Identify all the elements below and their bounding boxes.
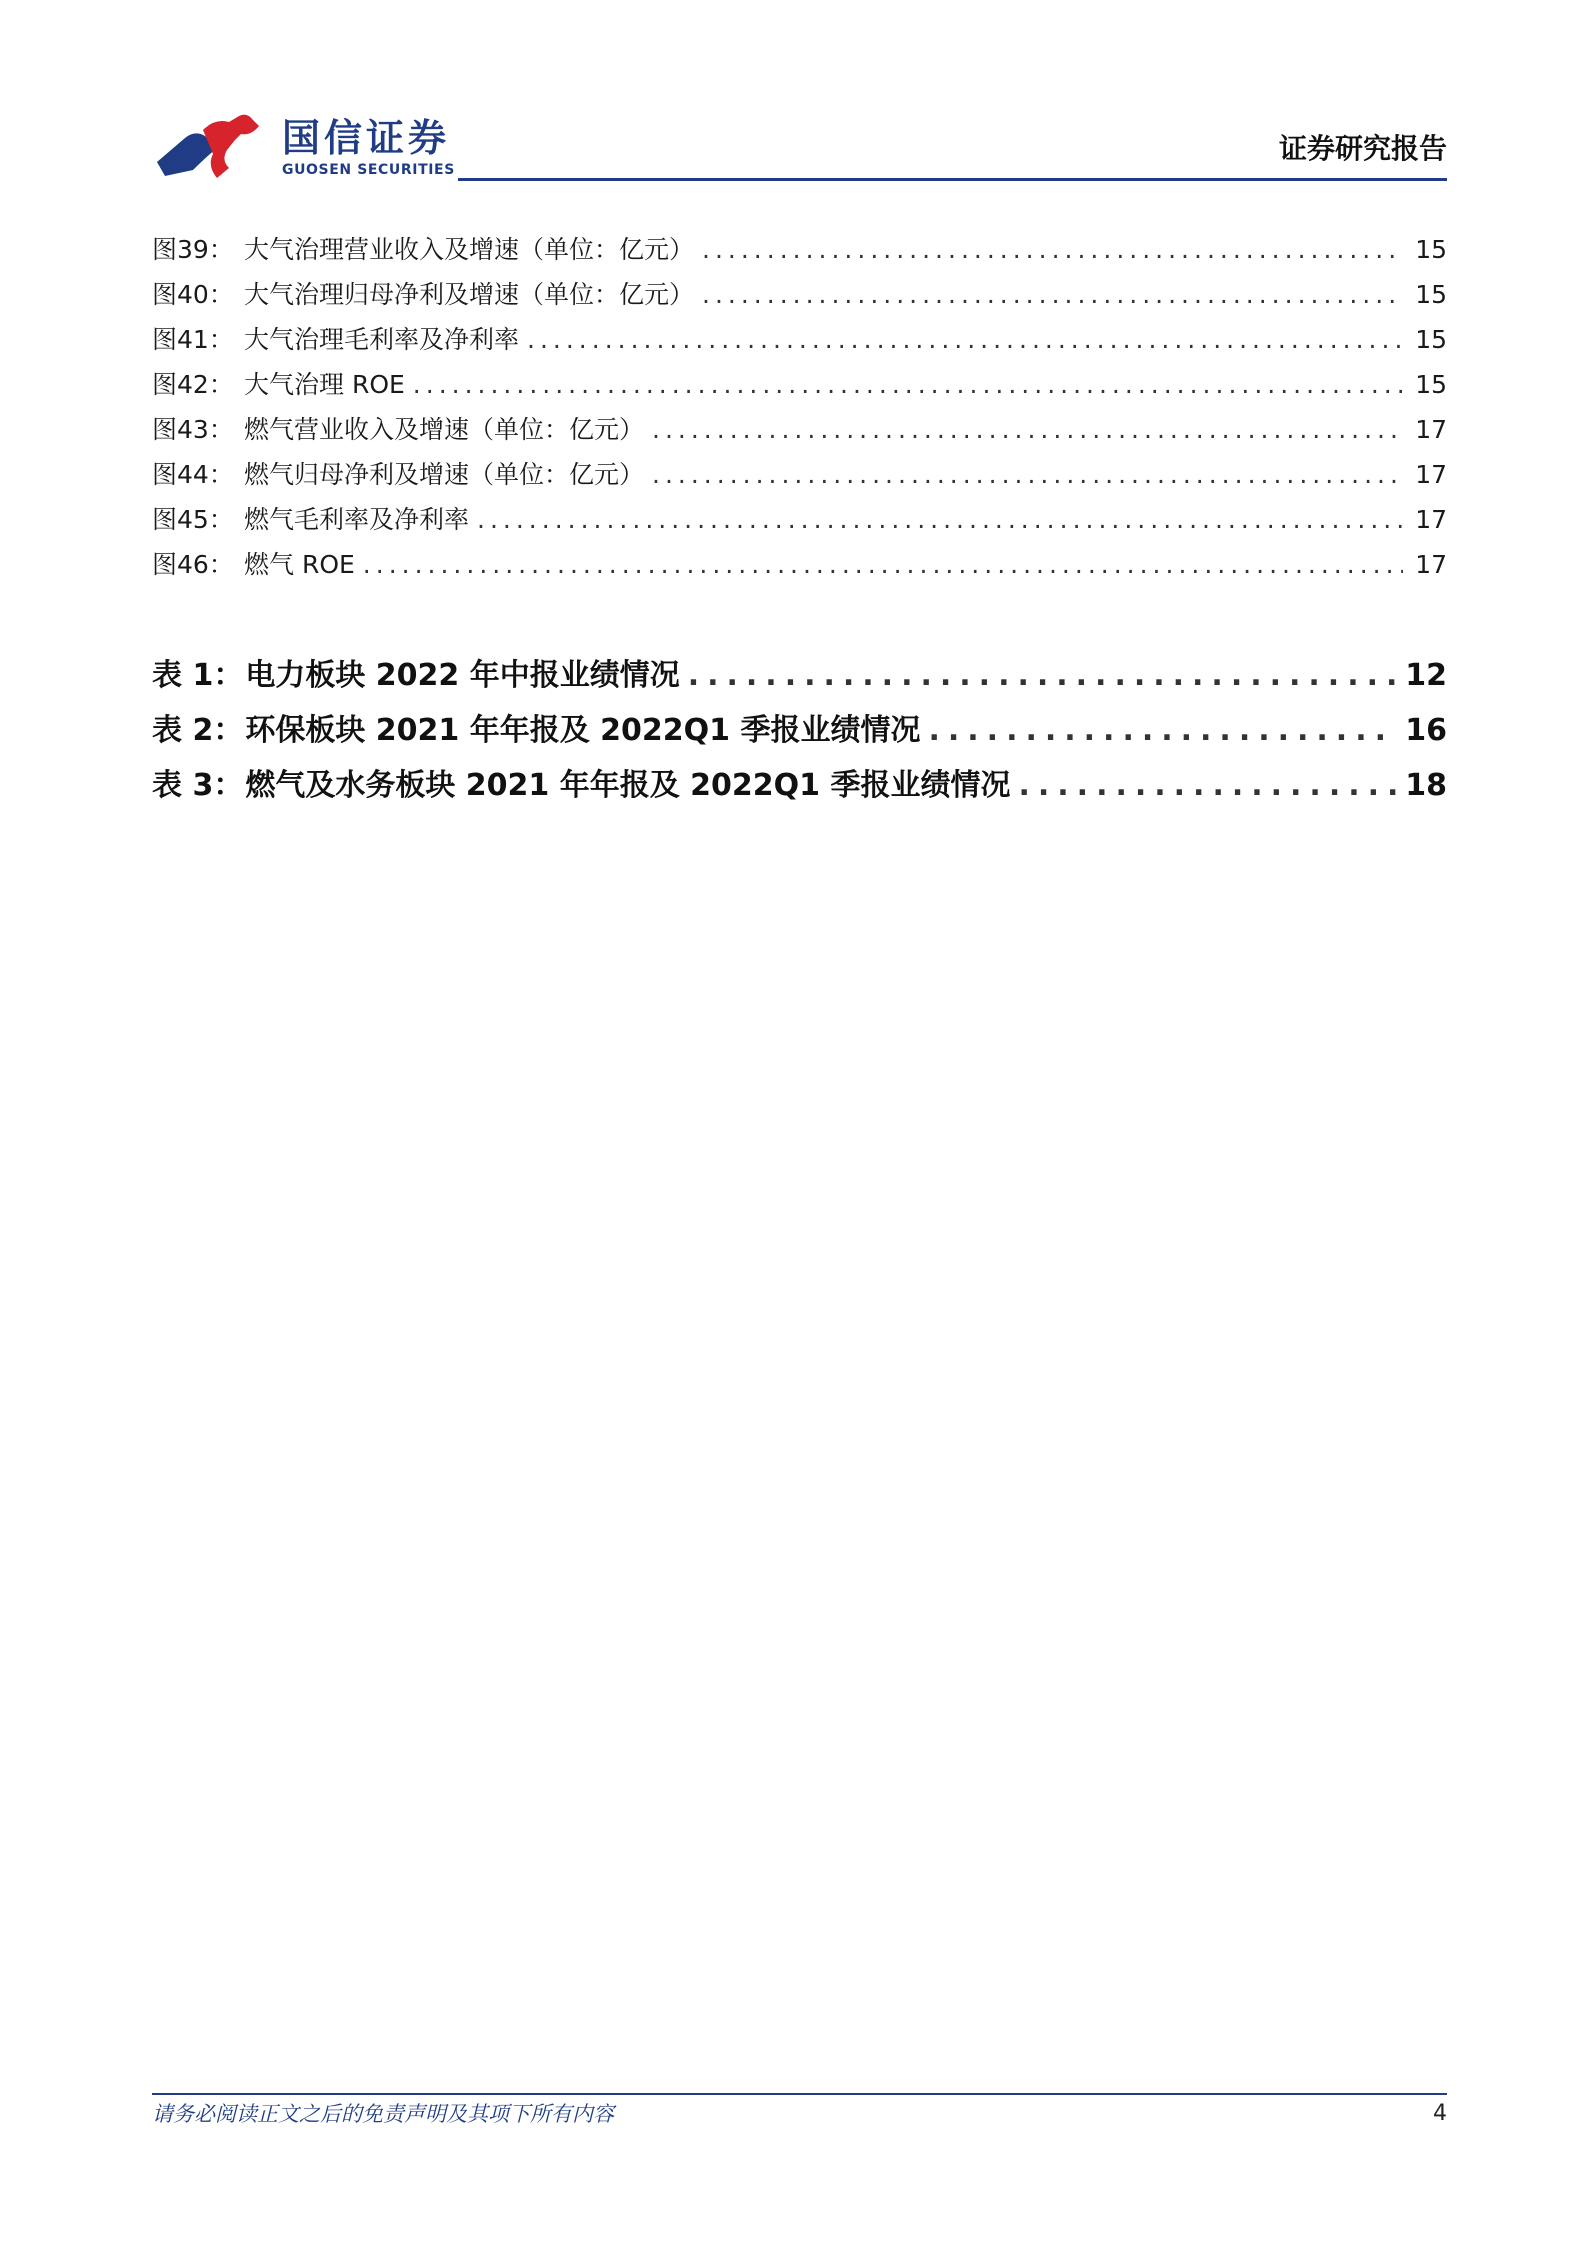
dot-leader bbox=[363, 542, 1403, 587]
entry-number: 图46： bbox=[152, 550, 234, 579]
toc-figure-entry[interactable] bbox=[152, 272, 1447, 317]
entry-number: 图44： bbox=[152, 460, 234, 489]
toc-figure-entry[interactable] bbox=[152, 317, 1447, 362]
entry-page-number: 16 bbox=[1405, 713, 1447, 748]
dot-leader bbox=[1018, 758, 1397, 813]
brand-name-cn: 国信证券 bbox=[282, 116, 451, 160]
page-header bbox=[0, 0, 1587, 190]
entry-number: 表 3： bbox=[152, 768, 244, 803]
entry-page-number: 17 bbox=[1415, 550, 1447, 579]
toc-table-entry[interactable] bbox=[152, 758, 1447, 813]
dot-leader bbox=[702, 272, 1403, 317]
footer-disclaimer: 请务必阅读正文之后的免责声明及其项下所有内容 bbox=[152, 2102, 614, 2126]
toc-figure-entry[interactable] bbox=[152, 542, 1447, 587]
entry-number: 图39： bbox=[152, 235, 234, 264]
dot-leader bbox=[702, 227, 1403, 272]
entry-page-number: 15 bbox=[1415, 325, 1447, 354]
toc-table-entry[interactable] bbox=[152, 648, 1447, 703]
dot-leader bbox=[688, 648, 1398, 703]
entry-title: 大气治理毛利率及净利率 bbox=[244, 325, 520, 354]
entry-number: 图45： bbox=[152, 505, 234, 534]
entry-page-number: 12 bbox=[1405, 658, 1447, 693]
entry-title: 燃气营业收入及增速（单位：亿元） bbox=[244, 415, 645, 444]
toc-figure-entry[interactable] bbox=[152, 362, 1447, 407]
toc-figure-entry[interactable] bbox=[152, 407, 1447, 452]
entry-title: 燃气归母净利及增速（单位：亿元） bbox=[244, 460, 645, 489]
entry-page-number: 15 bbox=[1415, 370, 1447, 399]
entry-title: 大气治理归母净利及增速（单位：亿元） bbox=[244, 280, 695, 309]
figure-list bbox=[152, 227, 1447, 587]
report-type-label: 证券研究报告 bbox=[1278, 132, 1447, 165]
guosen-logo-icon bbox=[155, 110, 275, 185]
entry-page-number: 17 bbox=[1415, 505, 1447, 534]
entry-title: 燃气 ROE bbox=[244, 550, 355, 579]
entry-page-number: 15 bbox=[1415, 280, 1447, 309]
dot-leader bbox=[928, 703, 1397, 758]
entry-title: 大气治理 ROE bbox=[244, 370, 405, 399]
dot-leader bbox=[652, 407, 1403, 452]
table-list bbox=[152, 648, 1447, 813]
brand-name-en: GUOSEN SECURITIES bbox=[282, 162, 455, 178]
header-divider bbox=[458, 178, 1447, 181]
entry-page-number: 15 bbox=[1415, 235, 1447, 264]
entry-number: 图41： bbox=[152, 325, 234, 354]
entry-number: 表 2： bbox=[152, 713, 244, 748]
entry-title: 电力板块 2022 年中报业绩情况 bbox=[245, 658, 680, 693]
dot-leader bbox=[652, 452, 1403, 497]
footer-divider bbox=[152, 2093, 1447, 2095]
entry-page-number: 18 bbox=[1405, 768, 1447, 803]
toc-table-entry[interactable] bbox=[152, 703, 1447, 758]
entry-page-number: 17 bbox=[1415, 460, 1447, 489]
entry-title: 大气治理营业收入及增速（单位：亿元） bbox=[244, 235, 695, 264]
entry-title: 环保板块 2021 年年报及 2022Q1 季报业绩情况 bbox=[245, 713, 921, 748]
toc-figure-entry[interactable] bbox=[152, 227, 1447, 272]
dot-leader bbox=[527, 317, 1403, 362]
page-number: 4 bbox=[1433, 2101, 1447, 2126]
entry-number: 图40： bbox=[152, 280, 234, 309]
entry-title: 燃气及水务板块 2021 年年报及 2022Q1 季报业绩情况 bbox=[245, 768, 1011, 803]
toc-figure-entry[interactable] bbox=[152, 497, 1447, 542]
entry-number: 图42： bbox=[152, 370, 234, 399]
dot-leader bbox=[413, 362, 1403, 407]
entry-title: 燃气毛利率及净利率 bbox=[244, 505, 470, 534]
entry-number: 表 1： bbox=[152, 658, 244, 693]
entry-number: 图43： bbox=[152, 415, 234, 444]
dot-leader bbox=[477, 497, 1403, 542]
entry-page-number: 17 bbox=[1415, 415, 1447, 444]
toc-figure-entry[interactable] bbox=[152, 452, 1447, 497]
